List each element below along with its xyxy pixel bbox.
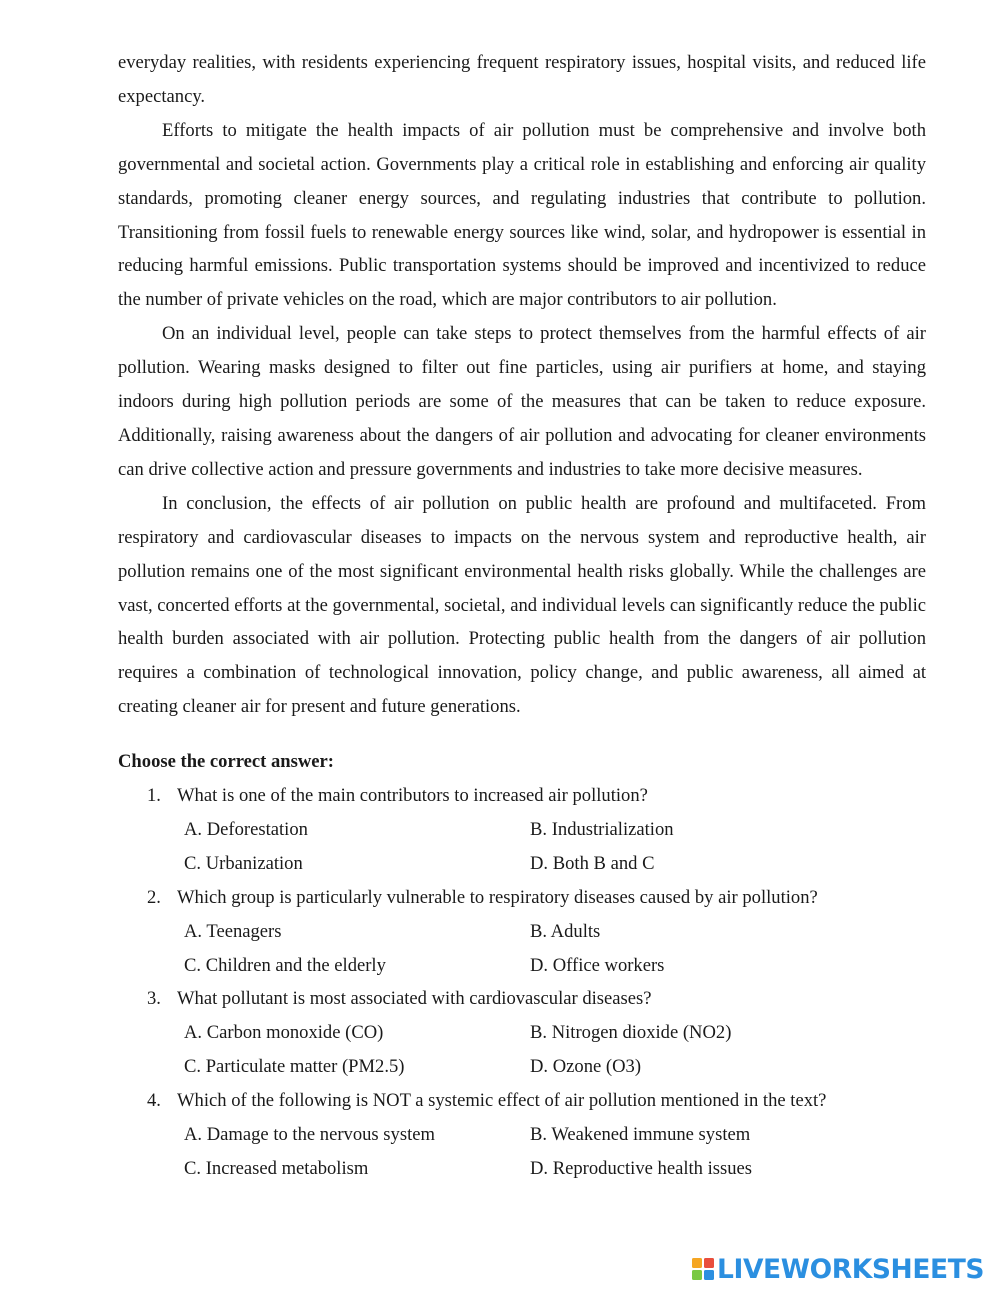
answer-option-d[interactable]: D. Reproductive health issues (530, 1158, 753, 1179)
question-number: 4. (147, 1090, 161, 1112)
question-text: Which of the following is NOT a systemic effect of air pollution mentioned in the text? (177, 1090, 827, 1112)
answer-option-b[interactable]: B. Industrialization (530, 818, 674, 840)
paragraph-continuation: everyday realities, with residents experiencing frequent respiratory issues, hospital visits, and reduced life expectancy. (118, 52, 926, 107)
answer-option-a[interactable]: A. Deforestation (184, 818, 308, 840)
answer-option-b[interactable]: B. Adults (530, 920, 601, 942)
question-2 (118, 881, 926, 983)
answer-option-c[interactable]: C. Increased metabolism (184, 1158, 369, 1179)
answer-option-c[interactable]: C. Particulate matter (PM2.5) (184, 1056, 405, 1078)
question-number: 1. (147, 785, 161, 807)
answer-option-d[interactable]: D. Office workers (530, 954, 665, 976)
answer-option-b[interactable]: B. Nitrogen dioxide (NO2) (530, 1022, 732, 1044)
liveworksheets-blocks-icon (692, 1258, 714, 1282)
question-text: What pollutant is most associated with cardiovascular diseases? (177, 988, 652, 1010)
answer-option-c[interactable]: C. Urbanization (184, 852, 303, 874)
question-text: Which group is particularly vulnerable to respiratory diseases caused by air pollution? (177, 886, 818, 908)
answer-option-b[interactable]: B. Weakened immune system (530, 1124, 751, 1146)
question-text: What is one of the main contributors to increased air pollution? (177, 785, 648, 807)
paragraph-individual: On an individual level, people can take steps to protect themselves from the harmful effects of air pollution. Wearing masks designed to filter out fine particles, using air purifiers at home, and staying indoors during high pollution periods are some of the measures that can be taken to reduce exposure. Additionally, raising awareness about the dangers of air pollution and advocating for cleaner environments can drive collective action and pressure governments and industries to take more decisive measures. (118, 323, 926, 480)
answer-option-c[interactable]: C. Children and the elderly (184, 954, 386, 976)
question-3 (118, 982, 926, 1084)
answer-option-a[interactable]: A. Teenagers (184, 920, 282, 942)
paragraph-conclusion: In conclusion, the effects of air pollution on public health are profound and multifaceted. From respiratory and cardiovascular diseases to impacts on the nervous system and reproductive health, air pollution remains one of the most significant environmental health risks globally. While the challenges are vast, concerted efforts at the governmental, societal, and individual levels can significantly reduce the public health burden associated with air pollution. Protecting public health from the dangers of air pollution requires a combination of technological innovation, policy change, and public awareness, all aimed at creating cleaner air for present and future generations. (118, 492, 926, 718)
answer-option-a[interactable]: A. Carbon monoxide (CO) (184, 1022, 384, 1044)
answer-option-d[interactable]: D. Ozone (O3) (530, 1056, 642, 1078)
paragraph-mitigation: Efforts to mitigate the health impacts of air pollution must be comprehensive and involve both governmental and societal action. Governments play a critical role in establishing and enforcing air quality standards, promoting cleaner energy sources, and regulating industries that contribute to pollution. Transitioning from fossil fuels to renewable energy sources like wind, solar, and hydropower is essential in reducing harmful emissions. Public transportation systems should be improved and incentivized to reduce the number of private vehicles on the road, which are major contributors to air pollution. (118, 119, 926, 311)
liveworksheets-logo[interactable] (692, 1255, 984, 1285)
question-number: 3. (147, 988, 161, 1010)
answer-option-d[interactable]: D. Both B and C (530, 852, 655, 874)
question-1 (118, 779, 926, 881)
question-4 (118, 1084, 926, 1186)
answer-option-a[interactable]: A. Damage to the nervous system (184, 1124, 435, 1146)
logo-wordmark: LIVEWORKSHEETS (717, 1254, 985, 1285)
question-number: 2. (147, 886, 161, 908)
quiz-heading: Choose the correct answer: (118, 751, 334, 773)
document-page (118, 46, 926, 1186)
